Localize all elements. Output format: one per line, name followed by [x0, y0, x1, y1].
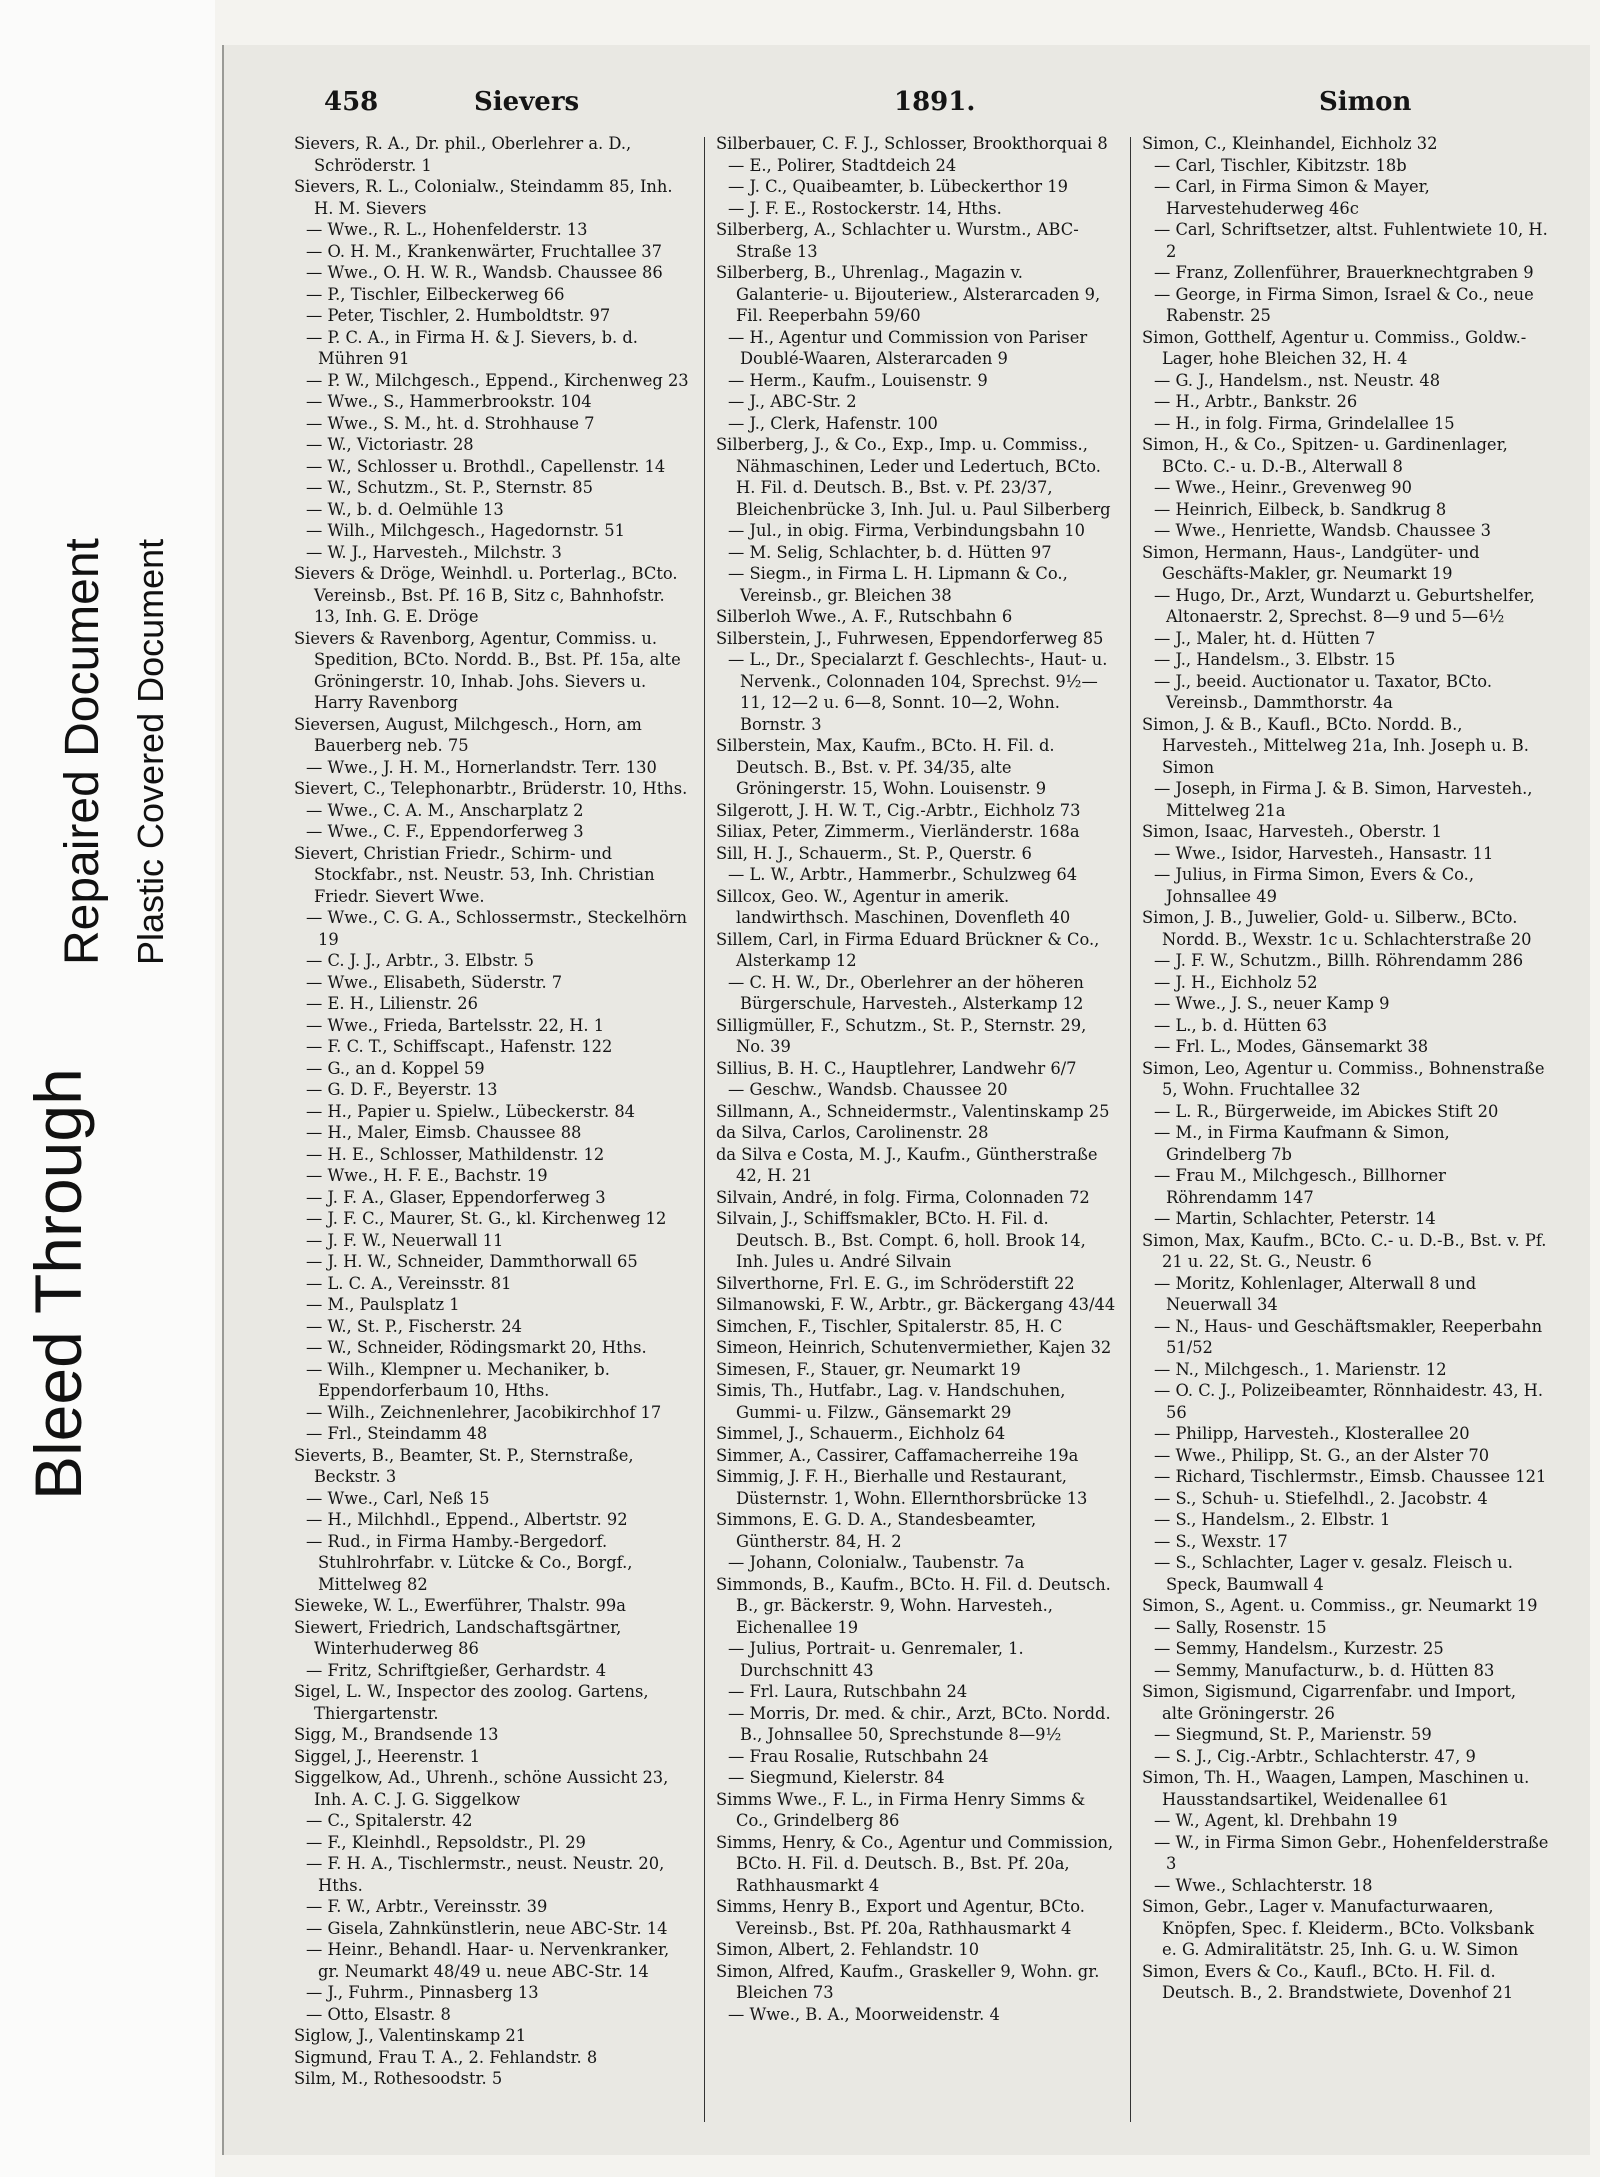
directory-entry: — W., in Firma Simon Gebr., Hohenfelderstraße 3: [1154, 1832, 1549, 1873]
directory-entry: Silberberg, B., Uhrenlag., Magazin v. Galanterie- u. Bijouteriew., Alsterarcaden 9, Fil. Reeperbahn 59/60: [716, 263, 1101, 325]
directory-entry: — M., Paulsplatz 1: [306, 1295, 460, 1314]
header-left-keyword: Sievers: [474, 87, 580, 117]
directory-entry: — George, in Firma Simon, Israel & Co., neue Rabenstr. 25: [1154, 284, 1534, 325]
directory-page: [222, 45, 1590, 2155]
directory-entry: Simon, Hermann, Haus-, Landgüter- und Geschäfts-Makler, gr. Neumarkt 19: [1142, 542, 1480, 583]
directory-entry: Simmer, A., Cassirer, Caffamacherreihe 19a: [716, 1445, 1079, 1465]
directory-entry: — Carl, in Firma Simon & Mayer, Harvestehuderweg 46c: [1154, 177, 1430, 218]
directory-entry: — Hugo, Dr., Arzt, Wundarzt u. Geburtshelfer, Altonaerstr. 2, Sprechst. 8—9 und 5—6½: [1154, 585, 1535, 626]
directory-entry: Simms, Henry, & Co., Agentur und Commission, BCto. H. Fil. d. Deutsch. B., Bst. Pf. 20a, Rathhausmarkt 4: [716, 1832, 1114, 1895]
directory-entry: — Carl, Tischler, Kibitzstr. 18b: [1154, 155, 1407, 175]
directory-column-1: [294, 133, 689, 2123]
directory-entry: Simon, Th. H., Waagen, Lampen, Maschinen u. Hausstandsartikel, Weidenallee 61: [1142, 1768, 1530, 1809]
label-plastic-covered: Plastic Covered Document: [130, 538, 171, 965]
directory-entry: — Geschw., Wandsb. Chaussee 20: [728, 1080, 1008, 1099]
directory-entry: — Wwe., Philipp, St. G., an der Alster 70: [1154, 1445, 1490, 1465]
directory-entry: — J., Clerk, Hafenstr. 100: [728, 413, 938, 433]
directory-entry: — G. D. F., Beyerstr. 13: [306, 1080, 498, 1099]
directory-entry: — Heinr., Behandl. Haar- u. Nervenkranker, gr. Neumarkt 48/49 u. neue ABC-Str. 14: [306, 1940, 670, 1981]
directory-entry: — Morris, Dr. med. & chir., Arzt, BCto. Nordd. B., Johnsallee 50, Sprechstunde 8—9½: [728, 1703, 1111, 1744]
directory-entry: — J. F. W., Schutzm., Billh. Röhrendamm 286: [1154, 951, 1524, 970]
directory-entry: Siggelkow, Ad., Uhrenh., schöne Aussicht 23, Inh. A. C. J. G. Siggelkow: [294, 1768, 669, 1809]
directory-entry: — Wwe., B. A., Moorweidenstr. 4: [728, 2004, 1000, 2024]
directory-entry: — H., Papier u. Spielw., Lübeckerstr. 84: [306, 1101, 636, 1121]
directory-entry: — Jul., in obig. Firma, Verbindungsbahn 10: [728, 521, 1086, 540]
directory-entry: — C., Spitalerstr. 42: [306, 1811, 473, 1830]
directory-entry: Simon, S., Agent. u. Commiss., gr. Neumarkt 19: [1142, 1596, 1538, 1615]
directory-entry: Sill, H. J., Schauerm., St. P., Querstr. 6: [716, 843, 1032, 863]
directory-entry: Simms Wwe., F. L., in Firma Henry Simms & Co., Grindelberg 86: [716, 1789, 1086, 1830]
directory-entry: — F. W., Arbtr., Vereinsstr. 39: [306, 1897, 548, 1916]
directory-entry: Simms, Henry B., Export und Agentur, BCto. Vereinsb., Bst. Pf. 20a, Rathhausmarkt 4: [716, 1897, 1085, 1938]
directory-entry: Sillmann, A., Schneidermstr., Valentinskamp 25: [716, 1101, 1110, 1121]
directory-entry: — Wwe., O. H. W. R., Wandsb. Chaussee 86: [306, 263, 663, 282]
directory-entry: — Herm., Kaufm., Louisenstr. 9: [728, 370, 988, 390]
directory-entry: Simis, Th., Hutfabr., Lag. v. Handschuhen, Gummi- u. Filzw., Gänsemarkt 29: [716, 1381, 1066, 1422]
directory-entry: — J., ABC-Str. 2: [728, 392, 857, 411]
directory-entry: Silmanowski, F. W., Arbtr., gr. Bäckergang 43/44: [716, 1295, 1116, 1314]
directory-entry: — S., Handelsm., 2. Elbstr. 1: [1154, 1510, 1391, 1529]
directory-entry: — P. C. A., in Firma H. & J. Sievers, b. d. Mühren 91: [306, 327, 638, 368]
directory-entry: — Joseph, in Firma J. & B. Simon, Harvesteh., Mittelweg 21a: [1154, 779, 1533, 820]
directory-entry: — H., in folg. Firma, Grindelallee 15: [1154, 413, 1455, 433]
directory-entry: — O. H. M., Krankenwärter, Fruchtallee 37: [306, 241, 663, 261]
directory-entry: — Wilh., Zeichnenlehrer, Jacobikirchhof 17: [306, 1402, 662, 1422]
directory-entry: Sievers & Dröge, Weinhdl. u. Porterlag., BCto. Vereinsb., Bst. Pf. 16 B, Sitz c, Bahnhofstr. 13, Inh. G. E. Dröge: [294, 564, 678, 626]
directory-entry: — Franz, Zollenführer, Brauerknechtgraben 9: [1154, 263, 1534, 282]
directory-entry: — W., Victoriastr. 28: [306, 435, 474, 454]
directory-entry: — W., Schutzm., St. P., Sternstr. 85: [306, 478, 593, 497]
directory-entry: — Frl. Laura, Rutschbahn 24: [728, 1682, 968, 1701]
directory-entry: — W. J., Harvesteh., Milchstr. 3: [306, 542, 562, 562]
directory-entry: Simon, Isaac, Harvesteh., Oberstr. 1: [1142, 822, 1442, 841]
directory-entry: Simon, Leo, Agentur u. Commiss., Bohnenstraße 5, Wohn. Fruchtallee 32: [1142, 1058, 1545, 1099]
directory-entry: Siggel, J., Heerenstr. 1: [294, 1746, 481, 1766]
column-divider: [1130, 137, 1131, 2122]
directory-entry: Sigg, M., Brandsende 13: [294, 1725, 499, 1744]
directory-entry: — Heinrich, Eilbeck, b. Sandkrug 8: [1154, 499, 1447, 519]
scan-margin: [0, 0, 215, 2177]
directory-entry: — Otto, Elsastr. 8: [306, 2004, 451, 2024]
directory-entry: — G., an d. Koppel 59: [306, 1058, 485, 1078]
directory-entry: — W., Schneider, Rödingsmarkt 20, Hths.: [306, 1338, 647, 1357]
directory-entry: Sieverts, B., Beamter, St. P., Sternstraße, Beckstr. 3: [294, 1445, 634, 1486]
directory-entry: Simmonds, B., Kaufm., BCto. H. Fil. d. Deutsch. B., gr. Bäckerstr. 9, Wohn. Harvesteh., Eichenallee 19: [716, 1574, 1111, 1637]
directory-entry: — H., Agentur und Commission von Pariser Doublé-Waaren, Alsterarcaden 9: [728, 327, 1088, 368]
directory-entry: Sievert, C., Telephonarbtr., Brüderstr. 10, Hths.: [294, 779, 688, 798]
directory-entry: Silberstein, J., Fuhrwesen, Eppendorferweg 85: [716, 628, 1104, 648]
directory-entry: Simmons, E. G. D. A., Standesbeamter, Güntherstr. 84, H. 2: [716, 1510, 1037, 1551]
directory-entry: — J., beeid. Auctionator u. Taxator, BCto. Vereinsb., Dammthorstr. 4a: [1154, 671, 1493, 712]
directory-entry: Siewert, Friedrich, Landschaftsgärtner, Winterhuderweg 86: [294, 1617, 622, 1658]
directory-entry: — Julius, Portrait- u. Genremaler, 1. Durchschnitt 43: [728, 1639, 1024, 1680]
directory-entry: — Wwe., J. S., neuer Kamp 9: [1154, 994, 1390, 1013]
directory-entry: — S. J., Cig.-Arbtr., Schlachterstr. 47, 9: [1154, 1746, 1476, 1766]
directory-entry: da Silva, Carlos, Carolinenstr. 28: [716, 1123, 989, 1142]
directory-entry: Sieversen, August, Milchgesch., Horn, am Bauerberg neb. 75: [294, 714, 642, 755]
directory-entry: Simchen, F., Tischler, Spitalerstr. 85, H. C: [716, 1316, 1063, 1336]
directory-entry: — L. W., Arbtr., Hammerbr., Schulzweg 64: [728, 865, 1078, 884]
directory-entry: — Frl. L., Modes, Gänsemarkt 38: [1154, 1037, 1429, 1056]
directory-entry: — W., St. P., Fischerstr. 24: [306, 1316, 522, 1336]
directory-entry: Sigel, L. W., Inspector des zoolog. Gartens, Thiergartenstr.: [294, 1682, 649, 1723]
directory-entry: Simon, Max, Kaufm., BCto. C.- u. D.-B., Bst. v. Pf. 21 u. 22, St. G., Neustr. 6: [1142, 1230, 1547, 1271]
directory-entry: — Siegmund, Kielerstr. 84: [728, 1768, 945, 1787]
directory-entry: Sieweke, W. L., Ewerführer, Thalstr. 99a: [294, 1596, 626, 1615]
directory-entry: — Semmy, Handelsm., Kurzestr. 25: [1154, 1639, 1444, 1658]
directory-entry: — Carl, Schriftsetzer, altst. Fuhlentwiete 10, H. 2: [1154, 220, 1548, 261]
directory-entry: — W., Schlosser u. Brothdl., Capellenstr. 14: [306, 456, 666, 476]
directory-entry: — Peter, Tischler, 2. Humboldtstr. 97: [306, 306, 611, 325]
directory-entry: Sievers & Ravenborg, Agentur, Commiss. u. Spedition, BCto. Nordd. B., Bst. Pf. 15a, alte Gröningerstr. 10, Inhab. Johs. Sievers u. Harry Ravenborg: [294, 628, 681, 712]
directory-entry: — S., Schuh- u. Stiefelhdl., 2. Jacobstr. 4: [1154, 1488, 1488, 1508]
directory-entry: — E., Polirer, Stadtdeich 24: [728, 155, 957, 175]
directory-column-2: [716, 133, 1116, 2123]
directory-entry: — W., Agent, kl. Drehbahn 19: [1154, 1811, 1398, 1830]
directory-entry: — Frau M., Milchgesch., Billhorner Röhrendamm 147: [1154, 1166, 1446, 1207]
directory-entry: Simon, Evers & Co., Kaufl., BCto. H. Fil. d. Deutsch. B., 2. Brandstwiete, Dovenhof 21: [1142, 1961, 1514, 2002]
directory-entry: — Richard, Tischlermstr., Eimsb. Chaussee 121: [1154, 1467, 1547, 1486]
directory-entry: — Julius, in Firma Simon, Evers & Co., Johnsallee 49: [1154, 865, 1475, 906]
directory-entry: — N., Haus- und Geschäftsmakler, Reeperbahn 51/52: [1154, 1316, 1543, 1357]
directory-entry: Sillius, B. H. C., Hauptlehrer, Landwehr 6/7: [716, 1058, 1077, 1078]
directory-entry: — F., Kleinhdl., Repsoldstr., Pl. 29: [306, 1832, 586, 1852]
directory-entry: — Fritz, Schriftgießer, Gerhardstr. 4: [306, 1660, 607, 1680]
directory-entry: — Wwe., Carl, Neß 15: [306, 1488, 490, 1508]
directory-entry: — Wwe., C. G. A., Schlossermstr., Steckelhörn 19: [306, 908, 688, 949]
directory-entry: — H., Arbtr., Bankstr. 26: [1154, 392, 1358, 411]
directory-entry: — H., Milchhdl., Eppend., Albertstr. 92: [306, 1510, 628, 1529]
directory-entry: — M. Selig, Schlachter, b. d. Hütten 97: [728, 542, 1052, 562]
directory-entry: — W., b. d. Oelmühle 13: [306, 499, 504, 519]
directory-entry: — L. R., Bürgerweide, im Abickes Stift 20: [1154, 1101, 1499, 1121]
directory-entry: — Rud., in Firma Hamby.-Bergedorf. Stuhlrohrfabr. v. Lütcke & Co., Borgf., Mittelweg 82: [306, 1531, 633, 1594]
directory-entry: — Frl., Steindamm 48: [306, 1424, 488, 1443]
directory-entry: Silvain, J., Schiffsmakler, BCto. H. Fil. d. Deutsch. B., Bst. Compt. 6, holl. Brook 14, Inh. Jules u. André Silvain: [716, 1209, 1086, 1271]
header-year: 1891.: [894, 87, 976, 117]
directory-entry: Simon, Albert, 2. Fehlandstr. 10: [716, 1940, 980, 1959]
directory-entry: — Wwe., S., Hammerbrookstr. 104: [306, 392, 592, 411]
directory-entry: — L. C. A., Vereinsstr. 81: [306, 1273, 512, 1293]
directory-entry: Silberloh Wwe., A. F., Rutschbahn 6: [716, 607, 1013, 626]
directory-entry: — C. J. J., Arbtr., 3. Elbstr. 5: [306, 951, 534, 970]
directory-entry: — Semmy, Manufacturw., b. d. Hütten 83: [1154, 1660, 1495, 1680]
directory-entry: Siglow, J., Valentinskamp 21: [294, 2026, 527, 2045]
directory-entry: — J. F. A., Glaser, Eppendorferweg 3: [306, 1187, 606, 1207]
directory-entry: — Wilh., Klempner u. Mechaniker, b. Eppendorferbaum 10, Hths.: [306, 1359, 610, 1400]
directory-entry: — Philipp, Harvesteh., Klosterallee 20: [1154, 1424, 1470, 1443]
directory-entry: Silberstein, Max, Kaufm., BCto. H. Fil. d. Deutsch. B., Bst. v. Pf. 34/35, alte Gröningerstr. 15, Wohn. Louisenstr. 9: [716, 736, 1055, 798]
directory-entry: Silberberg, A., Schlachter u. Wurstm., ABC-Straße 13: [716, 220, 1079, 261]
directory-entry: — J. H. W., Schneider, Dammthorwall 65: [306, 1252, 638, 1271]
directory-entry: — J., Handelsm., 3. Elbstr. 15: [1154, 650, 1396, 669]
directory-entry: Simon, Gebr., Lager v. Manufacturwaaren, Knöpfen, Spec. f. Kleiderm., BCto. Volksbank e. G. Admiralitätstr. 25, Inh. G. u. W. Simon: [1142, 1897, 1534, 1959]
directory-entry: — F. H. A., Tischlermstr., neust. Neustr. 20, Hths.: [306, 1854, 665, 1895]
directory-entry: Silligmüller, F., Schutzm., St. P., Sternstr. 29, No. 39: [716, 1015, 1087, 1056]
directory-entry: — J. F. W., Neuerwall 11: [306, 1230, 504, 1250]
directory-entry: — Martin, Schlachter, Peterstr. 14: [1154, 1209, 1436, 1228]
directory-entry: Silberberg, J., & Co., Exp., Imp. u. Commiss., Nähmaschinen, Leder und Ledertuch, BCto. H. Fil. d. Deutsch. B., Bst. v. Pf. 23/37, Bleichenbrücke 3, Inh. Jul. u. Paul Silberberg: [716, 435, 1111, 519]
directory-entry: Sievert, Christian Friedr., Schirm- und Stockfabr., nst. Neustr. 53, Inh. Christian Friedr. Sievert Wwe.: [294, 843, 655, 906]
directory-entry: — L., b. d. Hütten 63: [1154, 1015, 1328, 1035]
directory-entry: Simeon, Heinrich, Schutenvermiether, Kajen 32: [716, 1338, 1112, 1357]
directory-entry: — Wilh., Milchgesch., Hagedornstr. 51: [306, 521, 625, 540]
directory-entry: — Wwe., Elisabeth, Süderstr. 7: [306, 972, 563, 992]
label-bleed-through: Bleed Through: [21, 1068, 95, 1500]
directory-entry: Siliax, Peter, Zimmerm., Vierländerstr. 168a: [716, 822, 1080, 841]
directory-entry: Simon, H., & Co., Spitzen- u. Gardinenlager, BCto. C.- u. D.-B., Alterwall 8: [1142, 435, 1508, 476]
header-right-keyword: Simon: [1319, 87, 1412, 117]
directory-entry: — M., in Firma Kaufmann & Simon, Grindelberg 7b: [1154, 1123, 1450, 1164]
directory-entry: Sillem, Carl, in Firma Eduard Brückner & Co., Alsterkamp 12: [716, 929, 1100, 970]
directory-entry: — J. F. E., Rostockerstr. 14, Hths.: [728, 198, 1002, 218]
directory-entry: Simon, C., Kleinhandel, Eichholz 32: [1142, 134, 1438, 153]
directory-entry: — Wwe., Henriette, Wandsb. Chaussee 3: [1154, 521, 1492, 540]
directory-column-3: [1142, 133, 1552, 2123]
directory-entry: — Wwe., S. M., ht. d. Strohhause 7: [306, 413, 595, 433]
directory-entry: Simon, Gotthelf, Agentur u. Commiss., Goldw.-Lager, hohe Bleichen 32, H. 4: [1142, 327, 1527, 368]
directory-entry: — Wwe., R. L., Hohenfelderstr. 13: [306, 220, 588, 239]
directory-entry: Simon, Sigismund, Cigarrenfabr. und Import, alte Gröningerstr. 26: [1142, 1682, 1517, 1723]
directory-entry: — Moritz, Kohlenlager, Alterwall 8 und Neuerwall 34: [1154, 1273, 1477, 1314]
directory-entry: Simon, Alfred, Kaufm., Graskeller 9, Wohn. gr. Bleichen 73: [716, 1961, 1100, 2002]
directory-entry: Simmig, J. F. H., Bierhalle und Restaurant, Düsternstr. 1, Wohn. Ellernthorsbrücke 13: [716, 1467, 1088, 1508]
directory-entry: — Wwe., J. H. M., Hornerlandstr. Terr. 130: [306, 757, 657, 777]
directory-entry: — O. C. J., Polizeibeamter, Rönnhaidestr. 43, H. 56: [1154, 1381, 1544, 1422]
directory-entry: — Wwe., C. F., Eppendorferweg 3: [306, 822, 584, 841]
directory-entry: — Gisela, Zahnkünstlerin, neue ABC-Str. 14: [306, 1918, 668, 1938]
directory-entry: Silvain, André, in folg. Firma, Colonnaden 72: [716, 1187, 1090, 1207]
page-number: 458: [324, 87, 379, 117]
directory-entry: Simesen, F., Stauer, gr. Neumarkt 19: [716, 1359, 1021, 1379]
directory-entry: — Siegm., in Firma L. H. Lipmann & Co., Vereinsb., gr. Bleichen 38: [728, 564, 1068, 605]
directory-entry: — E. H., Lilienstr. 26: [306, 994, 478, 1013]
directory-entry: — C. H. W., Dr., Oberlehrer an der höheren Bürgerschule, Harvesteh., Alsterkamp 12: [728, 972, 1084, 1013]
directory-entry: — Wwe., H. F. E., Bachstr. 19: [306, 1166, 548, 1185]
directory-entry: Sievers, R. L., Colonialw., Steindamm 85, Inh. H. M. Sievers: [294, 177, 673, 218]
directory-entry: Simmel, J., Schauerm., Eichholz 64: [716, 1424, 1006, 1443]
directory-entry: — Sally, Rosenstr. 15: [1154, 1617, 1327, 1637]
directory-entry: — P. W., Milchgesch., Eppend., Kirchenweg 23: [306, 370, 689, 390]
directory-entry: — S., Wexstr. 17: [1154, 1531, 1288, 1551]
directory-entry: — N., Milchgesch., 1. Marienstr. 12: [1154, 1359, 1447, 1379]
directory-entry: — J., Maler, ht. d. Hütten 7: [1154, 628, 1376, 648]
directory-entry: — J. C., Quaibeamter, b. Lübeckerthor 19: [728, 177, 1068, 196]
label-repaired-document: Repaired Document: [56, 538, 109, 965]
directory-entry: — L., Dr., Specialarzt f. Geschlechts-, Haut- u. Nervenk., Colonnaden 104, Sprechst. 9½—11, 12—2 u. 6—8, Sonnt. 10—2, Wohn. Bornstr. 3: [728, 650, 1108, 734]
directory-entry: Silm, M., Rothesoodstr. 5: [294, 2069, 503, 2088]
directory-entry: — Wwe., Heinr., Grevenweg 90: [1154, 478, 1412, 497]
directory-entry: — J. F. C., Maurer, St. G., kl. Kirchenweg 12: [306, 1209, 667, 1228]
directory-entry: Sillcox, Geo. W., Agentur in amerik. landwirthsch. Maschinen, Dovenfleth 40: [716, 886, 1071, 927]
directory-entry: Silgerott, J. H. W. T., Cig.-Arbtr., Eichholz 73: [716, 800, 1081, 820]
directory-entry: Silverthorne, Frl. E. G., im Schröderstift 22: [716, 1273, 1075, 1293]
directory-entry: — Wwe., Frieda, Bartelsstr. 22, H. 1: [306, 1015, 605, 1035]
directory-entry: — P., Tischler, Eilbeckerweg 66: [306, 284, 565, 304]
directory-entry: — Wwe., Isidor, Harvesteh., Hansastr. 11: [1154, 843, 1494, 863]
directory-entry: Simon, J. B., Juwelier, Gold- u. Silberw., BCto. Nordd. B., Wexstr. 1c u. Schlachterstraße 20: [1142, 908, 1532, 949]
directory-entry: — Frau Rosalie, Rutschbahn 24: [728, 1746, 989, 1766]
page-header: [224, 87, 1590, 133]
directory-entry: Sigmund, Frau T. A., 2. Fehlandstr. 8: [294, 2047, 598, 2067]
directory-entry: — H., Maler, Eimsb. Chaussee 88: [306, 1123, 582, 1142]
directory-entry: — F. C. T., Schiffscapt., Hafenstr. 122: [306, 1037, 613, 1056]
directory-entry: — Wwe., Schlachterstr. 18: [1154, 1875, 1373, 1895]
directory-entry: — G. J., Handelsm., nst. Neustr. 48: [1154, 370, 1441, 390]
directory-entry: Sievers, R. A., Dr. phil., Oberlehrer a. D., Schröderstr. 1: [294, 134, 632, 175]
column-divider: [704, 137, 705, 2122]
directory-entry: — Wwe., C. A. M., Anscharplatz 2: [306, 800, 584, 820]
directory-entry: Simon, J. & B., Kaufl., BCto. Nordd. B., Harvesteh., Mittelweg 21a, Inh. Joseph u. B. Simon: [1142, 714, 1529, 777]
directory-entry: — H. E., Schlosser, Mathildenstr. 12: [306, 1144, 605, 1164]
directory-entry: — Johann, Colonialw., Taubenstr. 7a: [728, 1553, 1025, 1572]
directory-entry: Silberbauer, C. F. J., Schlosser, Brookthorquai 8: [716, 134, 1108, 153]
directory-entry: — Siegmund, St. P., Marienstr. 59: [1154, 1725, 1432, 1744]
directory-entry: — J., Fuhrm., Pinnasberg 13: [306, 1983, 539, 2002]
directory-entry: — S., Schlachter, Lager v. gesalz. Fleisch u. Speck, Baumwall 4: [1154, 1553, 1513, 1594]
directory-entry: da Silva e Costa, M. J., Kaufm., Güntherstraße 42, H. 21: [716, 1144, 1098, 1185]
directory-entry: — J. H., Eichholz 52: [1154, 972, 1318, 992]
